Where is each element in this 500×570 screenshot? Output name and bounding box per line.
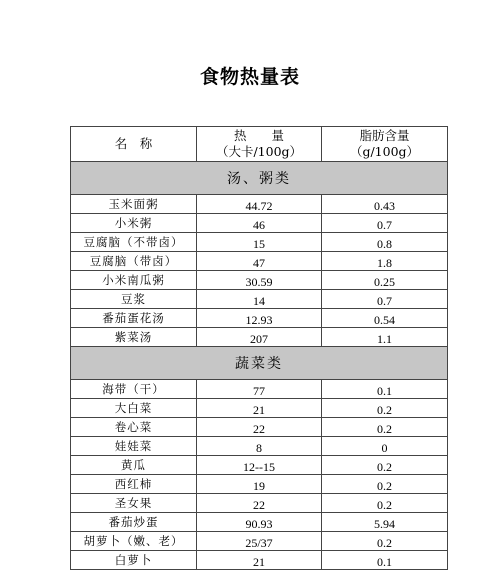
calories-cell: 25/37 xyxy=(197,532,322,551)
header-fat-label: 脂肪含量 xyxy=(359,128,410,143)
food-name-cell: 小米粥 xyxy=(71,214,197,233)
calories-cell: 22 xyxy=(197,494,322,513)
table-row xyxy=(71,437,448,456)
calories-cell: 21 xyxy=(197,551,322,570)
fat-cell: 0.7 xyxy=(322,290,448,309)
table-row xyxy=(71,328,448,347)
food-calorie-table xyxy=(70,126,448,570)
fat-cell: 0.2 xyxy=(322,399,448,418)
table-row xyxy=(71,418,448,437)
fat-cell: 0.1 xyxy=(322,380,448,399)
fat-cell: 0.2 xyxy=(322,475,448,494)
food-name-cell: 紫菜汤 xyxy=(71,328,197,347)
fat-cell: 1.8 xyxy=(322,252,448,271)
table-row xyxy=(71,195,448,214)
food-name-cell: 娃娃菜 xyxy=(71,437,197,456)
document-title: 食物热量表 xyxy=(199,66,300,88)
calories-cell: 12.93 xyxy=(197,309,322,328)
fat-cell: 0.2 xyxy=(322,532,448,551)
calories-cell: 22 xyxy=(197,418,322,437)
table-row xyxy=(71,252,448,271)
header-name: 名 称 xyxy=(71,127,197,162)
header-calories-label: 热 量 xyxy=(233,128,284,143)
calories-cell: 47 xyxy=(197,252,322,271)
fat-cell: 0.54 xyxy=(322,309,448,328)
table-row xyxy=(71,380,448,399)
fat-cell: 0.2 xyxy=(322,418,448,437)
table-row xyxy=(71,551,448,570)
calories-cell: 90.93 xyxy=(197,513,322,532)
calories-cell: 15 xyxy=(197,233,322,252)
section-header-row xyxy=(71,162,448,195)
fat-cell: 0.43 xyxy=(322,195,448,214)
calories-cell: 8 xyxy=(197,437,322,456)
table-row xyxy=(71,513,448,532)
table-row xyxy=(71,214,448,233)
fat-cell: 5.94 xyxy=(322,513,448,532)
food-name-cell: 豆浆 xyxy=(71,290,197,309)
fat-cell: 0.1 xyxy=(322,551,448,570)
section-title: 汤、粥类 xyxy=(71,162,448,195)
food-name-cell: 大白菜 xyxy=(71,399,197,418)
table-row xyxy=(71,271,448,290)
calories-cell: 21 xyxy=(197,399,322,418)
fat-cell: 0.2 xyxy=(322,456,448,475)
table-row xyxy=(71,399,448,418)
food-name-cell: 豆腐脑（带卤） xyxy=(71,252,197,271)
table-row xyxy=(71,494,448,513)
section-header-row xyxy=(71,347,448,380)
fat-cell: 0 xyxy=(322,437,448,456)
food-name-cell: 小米南瓜粥 xyxy=(71,271,197,290)
food-name-cell: 圣女果 xyxy=(71,494,197,513)
fat-cell: 0.25 xyxy=(322,271,448,290)
calories-cell: 77 xyxy=(197,380,322,399)
calories-cell: 44.72 xyxy=(197,195,322,214)
food-name-cell: 海带（干） xyxy=(71,380,197,399)
fat-cell: 0.7 xyxy=(322,214,448,233)
table-header-row xyxy=(71,127,448,162)
table-row xyxy=(71,233,448,252)
fat-cell: 0.2 xyxy=(322,494,448,513)
fat-cell: 0.8 xyxy=(322,233,448,252)
food-name-cell: 番茄蛋花汤 xyxy=(71,309,197,328)
food-name-cell: 黄瓜 xyxy=(71,456,197,475)
table-row xyxy=(71,532,448,551)
table-row xyxy=(71,290,448,309)
food-name-cell: 番茄炒蛋 xyxy=(71,513,197,532)
fat-cell: 1.1 xyxy=(322,328,448,347)
food-name-cell: 白萝卜 xyxy=(71,551,197,570)
calories-cell: 30.59 xyxy=(197,271,322,290)
food-name-cell: 卷心菜 xyxy=(71,418,197,437)
header-fat-unit: （g/100g） xyxy=(349,144,420,159)
calories-cell: 207 xyxy=(197,328,322,347)
food-name-cell: 豆腐脑（不带卤） xyxy=(71,233,197,252)
food-name-cell: 西红柿 xyxy=(71,475,197,494)
calories-cell: 46 xyxy=(197,214,322,233)
food-name-cell: 胡萝卜（嫩、老） xyxy=(71,532,197,551)
header-calories xyxy=(197,127,322,162)
header-fat xyxy=(322,127,448,162)
table-row xyxy=(71,309,448,328)
section-title: 蔬菜类 xyxy=(71,347,448,380)
table-row xyxy=(71,475,448,494)
calories-cell: 12--15 xyxy=(197,456,322,475)
header-calories-unit: （大卡/100g） xyxy=(215,144,303,159)
food-name-cell: 玉米面粥 xyxy=(71,195,197,214)
calories-cell: 14 xyxy=(197,290,322,309)
table-row xyxy=(71,456,448,475)
calories-cell: 19 xyxy=(197,475,322,494)
